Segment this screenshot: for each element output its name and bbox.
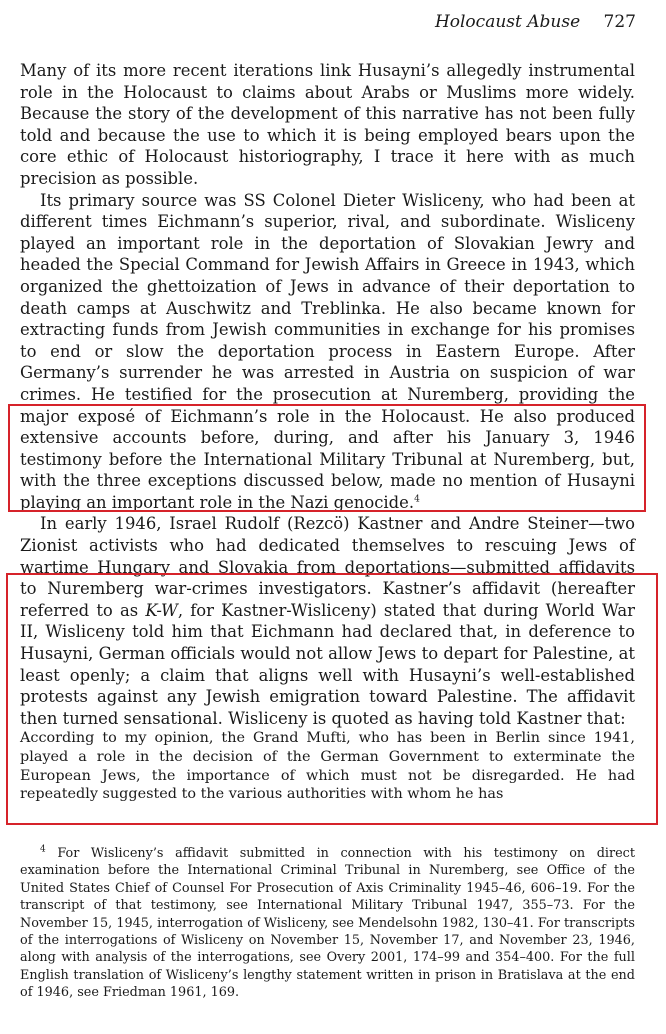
paragraph-1: Many of its more recent iterations link Husayni’s allegedly instrumental role in the Holocaust to claims about Arabs or Muslims more widely. Because the story of the development of this narrative has not been fully told and because the use to which it is being employed bears upon the core ethic of Holocaust historiography, I trace it here with as much precision as possible. [20,61,635,188]
footnote-number: 4 [40,844,46,855]
kw-abbrev: K-W [145,600,178,620]
paragraph-3-text-b: , for Kastner-Wisliceny) stated that during World War II, Wisliceny told him that Eichmann had declared that, in deference to Husayni, German officials would not allow Jews to depart for Palestine, at least openly; a claim that aligns well with Husayni’s well-established protests against any Jewish emigration toward Palestine. The affidavit then turned sensational. Wisliceny is quoted as having told Kastner that: [20,600,635,728]
block-quote: According to my opinion, the Grand Mufti, who has been in Berlin since 1941, played a role in the decision of the German Government to exterminate the European Jews, the importance of which must not be disregarded. He had repeatedly suggested to the various authorities with whom he has [20,730,635,803]
body-text [20,60,635,804]
paragraph-2-text: Its primary source was SS Colonel Dieter Wisliceny, who had been at different times Eichmann’s superior, rival, and subordinate. Wisliceny played an important role in the deportation of Slovakian Jewry and headed the Special Command for Jewish Affairs in Greece in 1943, which organized the ghettoization of Jews in advance of their deportation to death camps at Auschwitz and Treblinka. He also became known for extracting funds from Jewish communities in exchange for his promises to end or slow the deportation process in Eastern Europe. After Germany’s surrender he was arrested in Austria on suspicion of war crimes. He testified for the prosecution at Nuremberg, providing the major exposé of Eichmann’s role in the Holocaust. He also produced extensive accounts before, during, and after his January 3, 1946 testimony before the International Military Tribunal at Nuremberg, but, with the three exceptions discussed below, made no mention of Husayni playing an important role in the Nazi genocide. [20,190,635,512]
footnote-ref[interactable]: 4 [414,494,420,505]
footnote-text: For Wisliceny’s affidavit submitted in connection with his testimony on direct examination before the International Criminal Tribunal in Nuremberg, see Office of the United States Chief of Counsel For Prosecution of Axis Criminality 1945–46, 606–19. For the transcript of that testimony, see International Military Tribunal 1947, 355–73. For the November 15, 1945, interrogation of Wisliceny, see Mendelsohn 1982, 130–41. For transcripts of the interrogations of Wisliceny on November 15, November 17, and November 23, 1946, along with analysis of the interrogations, see Overy 2001, 174–99 and 354–400. For the full English translation of Wisliceny’s lengthy statement written in prison in Bratislava at the end of 1946, see Friedman 1961, 169. [20,846,635,1001]
page-number: 727 [603,12,636,32]
running-title: Holocaust Abuse [434,12,581,32]
paragraph-3 [20,513,635,729]
paragraph-2 [20,190,635,514]
footnote [20,845,635,1002]
paragraph-3-text-a: In early 1946, Israel Rudolf (Rezcö) Kastner and Andre Steiner—two Zionist activists who had dedicated themselves to rescuing Jews of wartime Hungary and Slovakia from deportations—submitted affidavits to Nuremberg war-crimes investigators. Kastner’s affidavit (hereafter referred to as [20,514,635,620]
running-header [435,12,636,32]
